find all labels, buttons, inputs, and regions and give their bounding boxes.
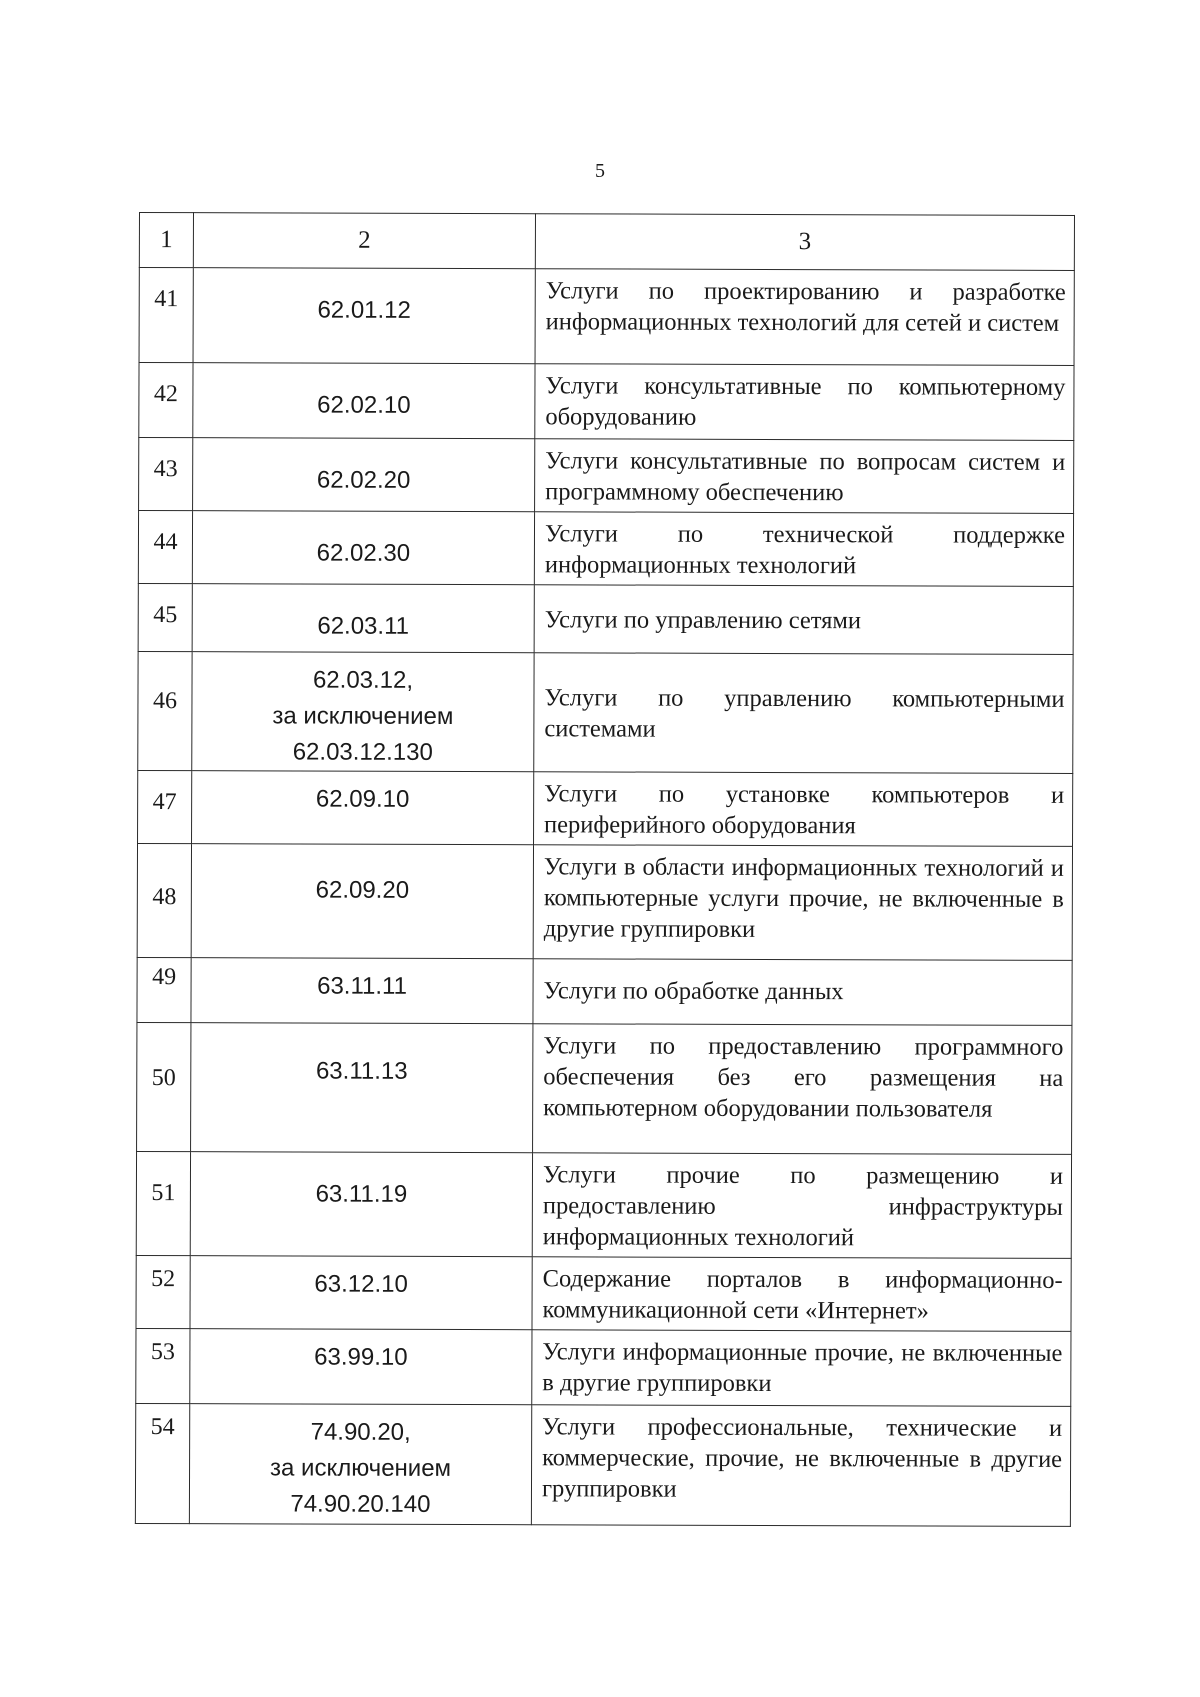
row-code (192, 652, 534, 772)
code-line: 62.03.11 (317, 612, 410, 640)
row-code (191, 1023, 533, 1153)
code-line: за исключением (269, 1454, 452, 1482)
row-code (190, 1152, 532, 1257)
code-line: 63.12.10 (314, 1270, 408, 1298)
row-description: Содержание порталов в информационно-коммуникационной сети «Интернет» (532, 1257, 1071, 1332)
code-line: 63.11.11 (317, 972, 408, 1000)
row-description: Услуги по обработке данных (533, 959, 1072, 1026)
code-line: 62.03.12, (312, 666, 414, 694)
code-line: 62.02.10 (317, 391, 411, 419)
row-number: 44 (138, 511, 192, 584)
row-description: Услуги в области информационных технологий и компьютерные услуги прочие, не включенные в другие группировки (533, 845, 1072, 961)
table-row (137, 957, 1072, 1025)
row-number: 53 (136, 1328, 190, 1403)
page-number: 5 (595, 160, 605, 182)
row-code (190, 1256, 532, 1330)
row-code (192, 511, 534, 585)
header-col-1: 1 (139, 213, 193, 268)
table-row (138, 651, 1073, 773)
table-row (139, 438, 1074, 514)
table-row (139, 268, 1074, 366)
row-number: 41 (139, 268, 193, 363)
table-header-row (139, 213, 1074, 271)
row-code (193, 438, 535, 512)
code-line: 62.02.30 (316, 539, 411, 567)
row-description: Услуги по управлению сетями (534, 585, 1073, 655)
code-line: 62.01.12 (317, 296, 411, 324)
table-row (137, 843, 1072, 960)
row-number: 45 (138, 583, 192, 651)
row-code (191, 844, 533, 959)
row-description: Услуги консультативные по вопросам систем и программному обеспечению (535, 439, 1074, 514)
row-description: Услуги по предоставлению программного обеспечения без его размещения на компьютерном оборудовании пользователя (533, 1024, 1072, 1155)
row-description: Услуги по установке компьютеров и периферийного оборудования (534, 772, 1073, 847)
row-code (191, 958, 533, 1024)
row-code (192, 771, 534, 845)
row-number: 48 (137, 843, 191, 957)
table-row (135, 1403, 1070, 1526)
row-code (193, 363, 535, 439)
row-code (192, 584, 534, 653)
table-row (139, 363, 1074, 441)
row-number: 46 (138, 651, 192, 770)
code-line: 62.09.20 (315, 876, 410, 904)
code-line: за исключением (272, 702, 454, 730)
row-number: 47 (138, 770, 192, 843)
row-description: Услуги по технической поддержке информационных технологий (534, 512, 1073, 587)
table-row (137, 1022, 1072, 1154)
row-description: Услуги прочие по размещению и предоставлению инфраструктуры информационных технологий (532, 1153, 1071, 1259)
table-row (138, 511, 1073, 587)
row-description: Услуги информационные прочие, не включенные в другие группировки (532, 1330, 1071, 1407)
row-code (193, 268, 535, 364)
code-line: 63.99.10 (314, 1343, 408, 1371)
row-number: 42 (139, 363, 193, 438)
code-line: 62.09.10 (315, 785, 410, 813)
code-line: 74.90.20.140 (290, 1490, 431, 1518)
row-number: 50 (137, 1022, 191, 1151)
code-line: 74.90.20, (310, 1418, 411, 1446)
row-number: 51 (136, 1151, 190, 1255)
table-row (136, 1255, 1071, 1331)
row-number: 54 (135, 1403, 189, 1523)
code-line: 62.03.12.130 (292, 738, 433, 766)
code-line: 63.11.13 (315, 1057, 408, 1085)
row-code (189, 1404, 531, 1525)
row-description: Услуги по проектированию и разработке информационных технологий для сетей и систем (535, 269, 1074, 366)
header-col-2: 2 (193, 213, 535, 269)
row-number: 43 (139, 438, 193, 511)
row-description: Услуги профессиональные, технические и коммерческие, прочие, не включенные в другие группировки (531, 1405, 1070, 1527)
row-description: Услуги консультативные по компьютерному оборудованию (535, 364, 1074, 441)
table-row (136, 1328, 1071, 1406)
row-number: 52 (136, 1255, 190, 1328)
row-description: Услуги по управлению компьютерными системами (534, 653, 1073, 774)
row-number: 49 (137, 957, 191, 1022)
code-line: 63.11.19 (315, 1180, 408, 1208)
header-col-3: 3 (535, 214, 1074, 271)
table-row (138, 770, 1073, 846)
table-row (136, 1151, 1071, 1258)
code-line: 62.02.20 (316, 466, 411, 494)
row-code (190, 1329, 532, 1405)
table-row (138, 583, 1073, 654)
services-table (135, 212, 1075, 1527)
